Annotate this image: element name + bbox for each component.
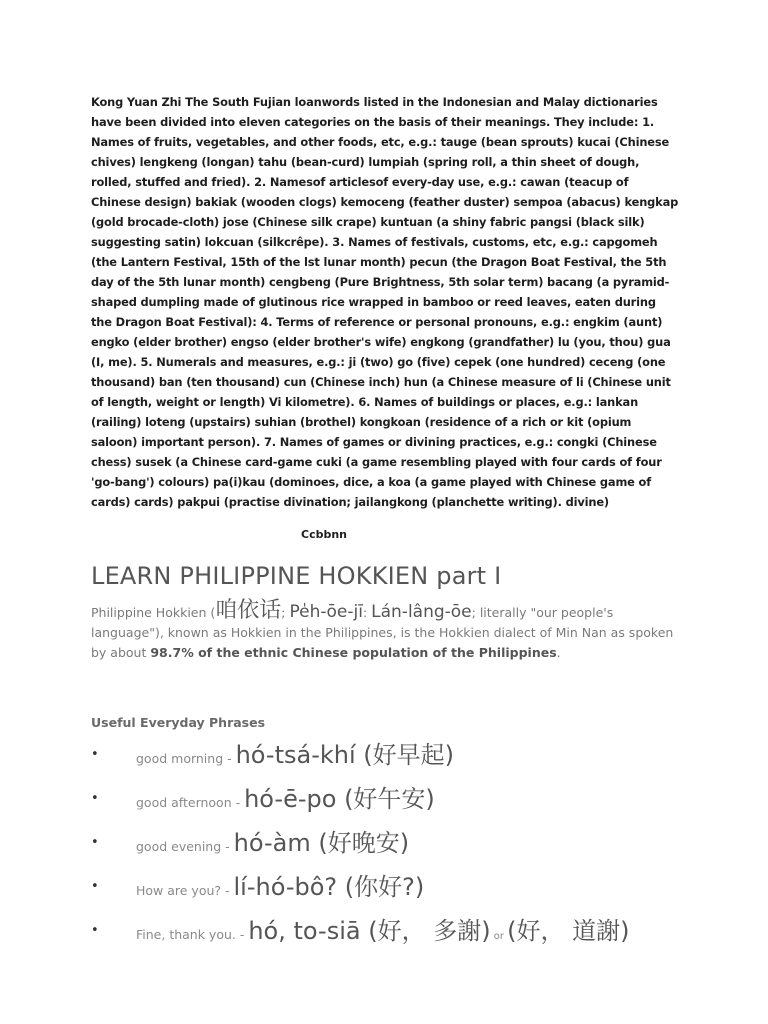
- list-item: [91, 914, 679, 954]
- phrase-english: Fine, thank you. -: [136, 927, 249, 942]
- list-item: [91, 826, 679, 864]
- desc-hanzi: 咱依话: [215, 598, 282, 623]
- phrase-hokkien: lí-hó-bô? (你好?): [233, 873, 425, 901]
- desc-poj-2: Lán-lâng-ōe: [371, 602, 472, 622]
- phrase-english: How are you? -: [136, 883, 234, 898]
- desc-percent: 98.7%: [150, 645, 194, 660]
- page-title: LEARN PHILIPPINE HOKKIEN part I: [91, 562, 502, 590]
- intro-paragraph: Kong Yuan Zhi The South Fujian loanwords listed in the Indonesian and Malay dictionaries have been divided into eleven categories on the basis of their meanings. They include: 1. Names of fruits, vegetables, and other foods, etc, e.g.: tauge (bean sprouts) kucai (Chinese chives) lengkeng (longan) tahu (bean-curd) lumpiah (spring roll, a thin sheet of dough, rolled, stuffed and fried). 2. Namesof articlesof every-day use, e.g.: cawan (teacup of Chinese design) bakiak (wooden clogs) kemoceng (feather duster) sempoa (abacus) kengkap (gold brocade-cloth) jose (Chinese silk crape) kuntuan (a shiny fabric pangsi (black silk) suggesting satin) lokcuan (silkcrêpe). 3. Names of festivals, customs, etc, e.g.: capgomeh (the Lantern Festival, 15th of the lst lunar month) pecun (the Dragon Boat Festival, the 5th day of the 5th lunar month) cengbeng (Pure Brightness, 5th solar term) bacang (a pyramid-shaped dumpling made of glutinous rice wrapped in bamboo or reed leaves, eaten during the Dragon Boat Festival): 4. Terms of reference or personal pronouns, e.g.: engkim (aunt) engko (elder brother) engso (elder brother's wife) engkong (grandfather) lu (you, thou) gua (I, me). 5. Numerals and measures, e.g.: ji (two) go (five) cepek (one hundred) ceceng (one thousand) ban (ten thousand) cun (Chinese inch) hun (a Chinese measure of li (Chinese unit of length, weight or length) Vi kilometre). 6. Names of buildings or places, e.g.: lankan (railing) loteng (upstairs) suhian (brothel) kongkoan (residence of a rich or kit (opium saloon) important person). 7. Names of games or divining practices, e.g.: congki (Chinese chess) susek (a Chinese card-game cuki (a game resembling played with four cards of four 'go-bang') colours) pa(i)kau (dominoes, dice, a koa (a game played with Chinese game of cards) cards) pakpui (practise divination; jailangkong (planchette writing). divine): [91, 95, 679, 509]
- phrase-english: good evening -: [136, 839, 234, 854]
- desc-sep: ;: [281, 605, 290, 620]
- description-paragraph: [91, 598, 679, 663]
- desc-lead: Philippine Hokkien (: [91, 605, 216, 620]
- list-item: [91, 738, 679, 776]
- desc-end: .: [556, 645, 561, 660]
- phrases-heading: Useful Everyday Phrases: [91, 715, 266, 730]
- list-item: [91, 870, 679, 908]
- list-item: [91, 782, 679, 820]
- phrase-english: good afternoon -: [136, 795, 245, 810]
- phrase-hokkien: hó-tsá-khí (好早起): [235, 741, 455, 769]
- phrase-hokkien: hó-ē-po (好午安): [244, 785, 435, 813]
- phrases-list: [91, 738, 679, 954]
- desc-poj-1: Pe̍h-ōe-jī: [289, 602, 363, 622]
- phrase-or: or: [490, 931, 508, 942]
- desc-colon: :: [362, 605, 372, 620]
- document-page: [91, 92, 679, 960]
- signature-text: Ccbbnn: [301, 528, 348, 541]
- desc-rest: ; literally "our people's language"), known as Hokkien in the Philippines, is the Hokkien dialect of Min Nan as spoken by about: [91, 605, 674, 660]
- phrase-hokkien: hó-àm (好晚安): [233, 829, 410, 857]
- desc-tail: of the ethnic Chinese population of the Philippines: [193, 645, 557, 660]
- phrase-english: good morning -: [136, 751, 236, 766]
- phrase-alternate: (好， 道謝): [507, 917, 630, 945]
- phrase-hokkien: hó, to-siā (好， 多謝): [248, 917, 491, 945]
